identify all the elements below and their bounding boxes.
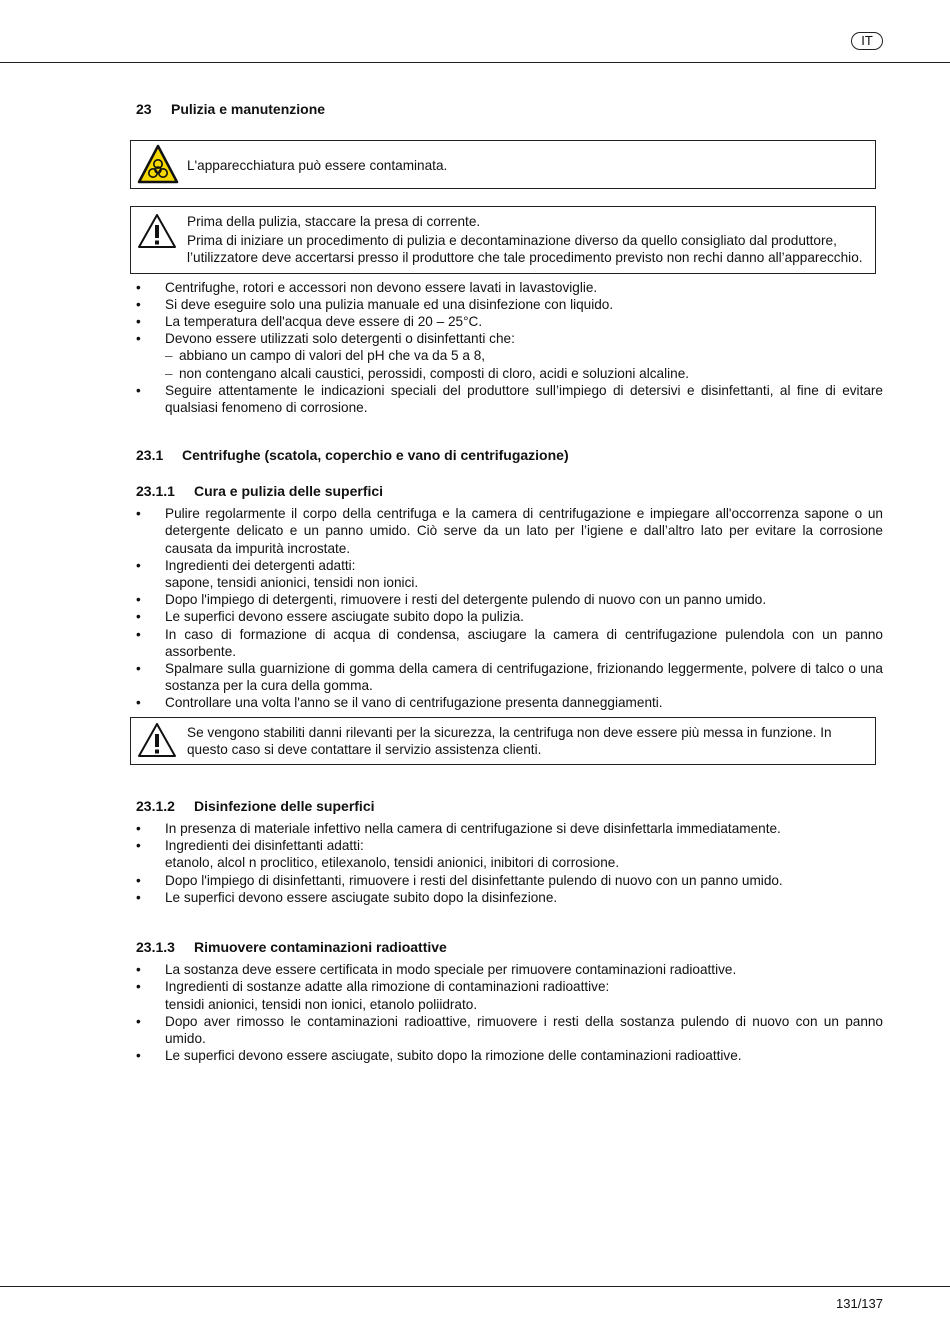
list-item-text: Devono essere utilizzati solo detergenti o disinfettanti che: (165, 331, 515, 347)
list-item: • Le superfici devono essere asciugate subito dopo la pulizia. (136, 608, 883, 625)
section-title: Centrifughe (scatola, coperchio e vano di centrifugazione) (182, 447, 569, 464)
warning-notice-damage (130, 717, 876, 765)
list-item: • Si deve eseguire solo una pulizia manuale ed una disinfezione con liquido. (136, 296, 883, 313)
list-item: • Controllare una volta l'anno se il vano di centrifugazione presenta danneggiamenti. (136, 694, 883, 711)
warning-text-procedure: Prima di iniziare un procedimento di pulizia e decontaminazione diverso da quello consigliato dal produttore, l’utilizzatore deve accertarsi presso il produttore che tale procedimento previsto non rechi danno all’apparecchio. (187, 233, 863, 266)
list-item-text: • Ingredienti dei disinfettanti adatti: (165, 838, 364, 854)
list-item: • La temperatura dell'acqua deve essere di 20 – 25°C. (136, 313, 883, 330)
list-item: • Pulire regolarmente il corpo della centrifuga e la camera di centrifugazione e impiegare all'occorrenza sapone o un detergente delicato e un panno umido. Ciò serve da un lato per l’igiene e dall’altro lato per evitare la corrosione causata da impurità incrostate. (136, 505, 883, 557)
document-body (136, 100, 883, 1064)
list-item: • Dopo l'impiego di disinfettanti, rimuovere i resti del disinfettante pulendo di nuovo con un panno umido. (136, 872, 883, 889)
list-item-text: • Ingredienti dei detergenti adatti: (165, 557, 356, 573)
list-item (136, 557, 883, 591)
section-title: Disinfezione delle superfici (194, 798, 375, 815)
section-heading-23-1-3 (136, 938, 883, 956)
warning-text-power: Prima della pulizia, staccare la presa di corrente. (187, 214, 481, 229)
footer-rule (0, 1286, 950, 1287)
warning-text-damage: Se vengono stabiliti danni rilevanti per la sicurezza, la centrifuga non deve essere più messa in funzione. In questo caso si deve contattare il servizio assistenza clienti. (187, 724, 832, 757)
list-item: • Seguire attentamente le indicazioni speciali del produttore sull’impiego di detersivi e disinfettanti, al fine di evitare qualsiasi fenomeno di corrosione. (136, 382, 883, 416)
list-item-detail: etanolo, alcol n proclitico, etilexanolo, tensidi anionici, inibitori di corrosione. (165, 855, 620, 871)
list-item (136, 330, 883, 382)
biohazard-icon (137, 144, 179, 184)
list-item-text: • Ingredienti di sostanze adatte alla rimozione di contaminazioni radioattive: (165, 979, 610, 995)
header-rule (0, 62, 950, 63)
list-item: • Le superfici devono essere asciugate subito dopo la disinfezione. (136, 889, 883, 906)
biohazard-notice (130, 140, 876, 189)
section-heading-23-1-2 (136, 797, 883, 815)
list-item: • Centrifughe, rotori e accessori non devono essere lavati in lavastoviglie. (136, 279, 883, 296)
section-number: 23.1.2 (136, 798, 175, 815)
warning-notice-cleaning (130, 206, 876, 274)
biohazard-notice-text: L'apparecchiatura può essere contaminata. (187, 158, 448, 173)
section-title: Pulizia e manutenzione (171, 101, 326, 117)
page-number: 131/137 (836, 1296, 883, 1311)
section-number: 23.1.1 (136, 483, 175, 500)
list-item (136, 837, 883, 871)
list-item-detail: tensidi anionici, tensidi non ionici, etanolo poliidrato. (165, 996, 478, 1012)
general-cleaning-list (136, 279, 883, 417)
section-heading-23-1-1 (136, 482, 883, 500)
section-number: 23.1 (136, 447, 164, 464)
list-item: • Dopo l'impiego di detergenti, rimuovere i resti del detergente pulendo di nuovo con un panno umido. (136, 591, 883, 608)
section-heading-23 (136, 100, 883, 118)
surface-care-list (136, 505, 883, 711)
sub-list-item: – abbiano un campo di valori del pH che va da 5 a 8, (165, 347, 883, 364)
language-badge: IT (851, 32, 883, 50)
list-item: • In caso di formazione di acqua di condensa, asciugare la camera di centrifugazione pulendola con un panno assorbente. (136, 626, 883, 660)
section-number: 23 (136, 101, 152, 117)
disinfection-list (136, 820, 883, 906)
list-item (136, 978, 883, 1012)
warning-triangle-icon (137, 722, 177, 758)
list-item-detail: sapone, tensidi anionici, tensidi non ionici. (165, 575, 419, 591)
section-title: Cura e pulizia delle superfici (194, 483, 384, 500)
section-title: Rimuovere contaminazioni radioattive (194, 939, 447, 956)
section-number: 23.1.3 (136, 939, 175, 956)
sub-list (165, 347, 883, 381)
list-item: • In presenza di materiale infettivo nella camera di centrifugazione si deve disinfettarla immediatamente. (136, 820, 883, 837)
list-item: • Le superfici devono essere asciugate, subito dopo la rimozione delle contaminazioni radioattive. (136, 1047, 883, 1064)
list-item: • Dopo aver rimosso le contaminazioni radioattive, rimuovere i resti della sostanza pulendo di nuovo con un panno umido. (136, 1013, 883, 1047)
warning-triangle-icon (137, 213, 177, 249)
sub-list-item: – non contengano alcali caustici, perossidi, composti di cloro, acidi e soluzioni alcaline. (165, 365, 883, 382)
radioactive-decontamination-list (136, 961, 883, 1064)
section-heading-23-1 (136, 446, 883, 464)
list-item: • La sostanza deve essere certificata in modo speciale per rimuovere contaminazioni radioattive. (136, 961, 883, 978)
list-item: • Spalmare sulla guarnizione di gomma della camera di centrifugazione, frizionando leggermente, polvere di talco o una sostanza per la cura della gomma. (136, 660, 883, 694)
